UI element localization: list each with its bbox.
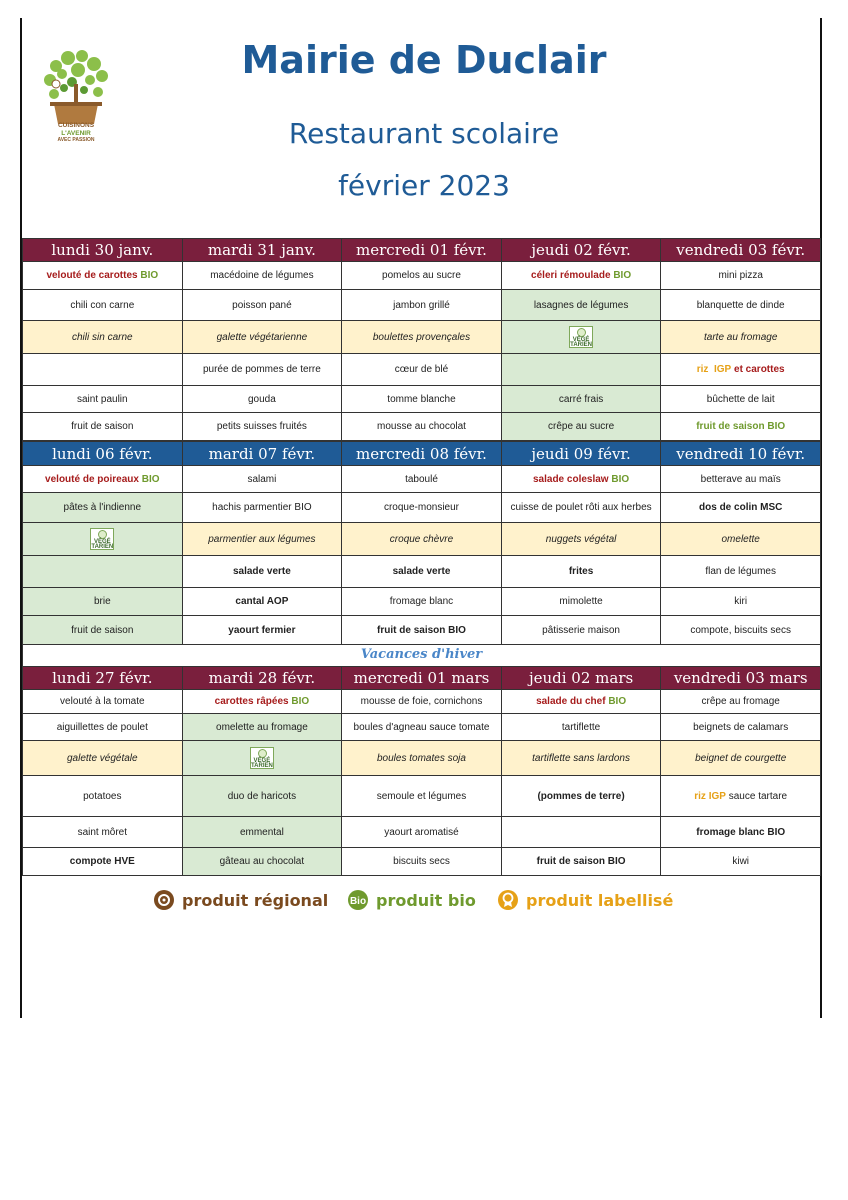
legend-regional xyxy=(153,887,328,913)
menu-cell: saint môret xyxy=(23,817,183,848)
menu-cell: croque chèvre xyxy=(342,523,502,556)
menu-cell: boules tomates soja xyxy=(342,741,502,776)
menu-cell: yaourt aromatisé xyxy=(342,817,502,848)
menu-cell: pâtisserie maison xyxy=(501,616,661,645)
menu-cell: jambon grillé xyxy=(342,290,502,321)
menu-cell: bûchette de lait xyxy=(661,386,821,413)
menu-cell: purée de pommes de terre xyxy=(182,354,342,386)
menu-cell xyxy=(23,354,183,386)
menu-row-dessert xyxy=(23,848,821,876)
week-header-row xyxy=(23,442,821,466)
menu-row-dessert xyxy=(23,413,821,441)
menu-cell: biscuits secs xyxy=(342,848,502,876)
menu-cell: fruit de saison xyxy=(23,413,183,441)
menu-cell xyxy=(23,262,183,290)
menu-cell: poisson pané xyxy=(182,290,342,321)
day-header: mardi 28 févr. xyxy=(182,667,342,690)
menu-cell: saint paulin xyxy=(23,386,183,413)
week-header-row xyxy=(23,667,821,690)
menu-cell xyxy=(501,262,661,290)
page-subtitle: Restaurant scolaire xyxy=(288,117,560,150)
menu-cell: nuggets végétal xyxy=(501,523,661,556)
dish: salade coleslaw xyxy=(532,473,609,485)
menu-row-side xyxy=(23,354,821,386)
menu-cell xyxy=(661,354,821,386)
menu-cell: beignets de calamars xyxy=(661,714,821,741)
menu-cell: fruit de saison xyxy=(23,616,183,645)
label-product-icon xyxy=(497,889,519,911)
menu-cell: mimolette xyxy=(501,588,661,616)
menu-row-side xyxy=(23,556,821,588)
menu-cell: cantal AOP xyxy=(182,588,342,616)
day-header: lundi 30 janv. xyxy=(23,239,183,262)
bio-tag: BIO xyxy=(291,696,310,707)
menu-cell: duo de haricots xyxy=(182,776,342,817)
menu-cell: petits suisses fruités xyxy=(182,413,342,441)
menu-cell: galette végétarienne xyxy=(182,321,342,354)
menu-cell: semoule et légumes xyxy=(342,776,502,817)
menu-cell: yaourt fermier xyxy=(182,616,342,645)
dish: et carottes xyxy=(734,364,785,375)
bio-tag: BIO xyxy=(767,421,786,432)
menu-cell: potatoes xyxy=(23,776,183,817)
menu-cell: boules d'agneau sauce tomate xyxy=(342,714,502,741)
menu-cell: kiri xyxy=(661,588,821,616)
menu-row-starter xyxy=(23,690,821,714)
menu-cell: tomme blanche xyxy=(342,386,502,413)
menu-cell: crêpe au fromage xyxy=(661,690,821,714)
menu-row-main xyxy=(23,493,821,523)
menu-cell xyxy=(501,321,661,354)
menu-cell: tarte au fromage xyxy=(661,321,821,354)
day-header: mardi 31 janv. xyxy=(182,239,342,262)
menu-cell: salade verte xyxy=(182,556,342,588)
bio-tag: BIO xyxy=(608,696,627,707)
menu-row-cheese xyxy=(23,386,821,413)
bio-product-icon xyxy=(347,889,369,911)
dish: riz xyxy=(694,790,706,802)
igp-tag: IGP xyxy=(714,364,732,375)
menu-cell xyxy=(501,354,661,386)
menu-cell: cœur de blé xyxy=(342,354,502,386)
menu-cell: fruit de saison BIO xyxy=(501,848,661,876)
page-month: février 2023 xyxy=(338,169,510,202)
day-header: mercredi 01 févr. xyxy=(342,239,502,262)
menu-cell xyxy=(661,413,821,441)
menu-cell: lasagnes de légumes xyxy=(501,290,661,321)
menu-row-main xyxy=(23,290,821,321)
day-header: vendredi 03 mars xyxy=(661,667,821,690)
day-header: jeudi 02 févr. xyxy=(501,239,661,262)
menu-cell: macédoine de légumes xyxy=(182,262,342,290)
menu-cell: chili sin carne xyxy=(23,321,183,354)
legend-label: produit régional xyxy=(182,890,329,910)
menu-cell xyxy=(23,556,183,588)
menu-row-cheese xyxy=(23,817,821,848)
menu-cell: taboulé xyxy=(342,466,502,493)
menu-cell: tartiflette sans lardons xyxy=(501,741,661,776)
menu-cell: chili con carne xyxy=(23,290,183,321)
week-header-row xyxy=(23,239,821,262)
menu-cell: tartiflette xyxy=(501,714,661,741)
menu-cell: gâteau au chocolat xyxy=(182,848,342,876)
dish: céleri rémoulade xyxy=(531,270,611,281)
menu-cell: fromage blanc BIO xyxy=(661,817,821,848)
menu-row-starter xyxy=(23,466,821,493)
day-header: lundi 27 févr. xyxy=(23,667,183,690)
menu-cell: pomelos au sucre xyxy=(342,262,502,290)
dish: sauce tartare xyxy=(728,790,788,802)
menu-row-veggie xyxy=(23,523,821,556)
menu-cell: betterave au maïs xyxy=(661,466,821,493)
menu-cell: omelette au fromage xyxy=(182,714,342,741)
menu-week-2 xyxy=(22,441,821,645)
menu-cell xyxy=(23,523,183,556)
day-header: mercredi 08 févr. xyxy=(342,442,502,466)
menu-cell: velouté à la tomate xyxy=(23,690,183,714)
menu-cell: fromage blanc xyxy=(342,588,502,616)
day-header: vendredi 10 févr. xyxy=(661,442,821,466)
menu-cell: galette végétale xyxy=(23,741,183,776)
igp-tag: IGP xyxy=(708,790,726,802)
legend-label: produit labellisé xyxy=(526,890,674,910)
vegetarian-badge-icon: VÉGÉ TARIEN xyxy=(250,747,274,769)
menu-cell: flan de légumes xyxy=(661,556,821,588)
logo-line: CUISINONS xyxy=(57,122,95,129)
legend-label-product xyxy=(497,887,673,913)
menu-cell: kiwi xyxy=(661,848,821,876)
menu-row-starter xyxy=(23,262,821,290)
menu-cell: emmental xyxy=(182,817,342,848)
day-header: vendredi 03 févr. xyxy=(661,239,821,262)
dish: carottes râpées xyxy=(214,696,289,707)
menu-week-1 xyxy=(22,238,821,441)
bio-tag: BIO xyxy=(141,473,160,485)
menu-row-main xyxy=(23,714,821,741)
menu-cell xyxy=(501,466,661,493)
menu-cell: crêpe au sucre xyxy=(501,413,661,441)
logo-line: L'AVENIR xyxy=(61,129,91,137)
menu-row-cheese xyxy=(23,588,821,616)
legend-bio xyxy=(347,887,476,913)
day-header: jeudi 09 févr. xyxy=(501,442,661,466)
menu-cell: boulettes provençales xyxy=(342,321,502,354)
dish: velouté de carottes xyxy=(46,270,138,281)
day-header: mardi 07 févr. xyxy=(182,442,342,466)
menu-cell: blanquette de dinde xyxy=(661,290,821,321)
menu-cell: parmentier aux légumes xyxy=(182,523,342,556)
dish: riz xyxy=(696,364,709,375)
menu-cell: cuisse de poulet rôti aux herbes xyxy=(501,493,661,523)
menu-cell: mousse au chocolat xyxy=(342,413,502,441)
menu-cell: carré frais xyxy=(501,386,661,413)
page-title: Mairie de Duclair xyxy=(241,38,607,82)
menu-week-3 xyxy=(22,666,821,876)
menu-cell xyxy=(501,690,661,714)
legend-label: produit bio xyxy=(376,890,476,910)
menu-cell xyxy=(182,741,342,776)
bio-tag: BIO xyxy=(613,270,632,281)
dish: velouté de poireaux xyxy=(45,473,139,485)
dish: fruit de saison xyxy=(696,421,765,432)
menu-cell: brie xyxy=(23,588,183,616)
vegetarian-badge-icon: VÉGÉ TARIEN xyxy=(569,326,593,348)
menu-row-veggie xyxy=(23,321,821,354)
menu-cell: dos de colin MSC xyxy=(661,493,821,523)
menu-cell: compote, biscuits secs xyxy=(661,616,821,645)
menu-cell xyxy=(661,776,821,817)
menu-cell: croque-monsieur xyxy=(342,493,502,523)
regional-product-icon xyxy=(153,889,175,911)
menu-cell: pâtes à l'indienne xyxy=(23,493,183,523)
vegetarian-badge-icon: VÉGÉ TARIEN xyxy=(90,528,114,550)
menu-cell: beignet de courgette xyxy=(661,741,821,776)
menu-cell: fruit de saison BIO xyxy=(342,616,502,645)
menu-cell: (pommes de terre) xyxy=(501,776,661,817)
day-header: jeudi 02 mars xyxy=(501,667,661,690)
menu-cell: salade verte xyxy=(342,556,502,588)
menu-cell: salami xyxy=(182,466,342,493)
menu-cell: frites xyxy=(501,556,661,588)
logo-line: AVEC PASSION xyxy=(57,137,95,143)
menu-cell: omelette xyxy=(661,523,821,556)
menu-cell: gouda xyxy=(182,386,342,413)
menu-cell: mini pizza xyxy=(661,262,821,290)
day-header: lundi 06 févr. xyxy=(23,442,183,466)
menu-cell: aiguillettes de poulet xyxy=(23,714,183,741)
day-header: mercredi 01 mars xyxy=(342,667,502,690)
svg-text:Bio: Bio xyxy=(349,896,367,907)
holiday-banner: Vacances d'hiver xyxy=(22,644,821,666)
menu-cell: hachis parmentier BIO xyxy=(182,493,342,523)
menu-cell: mousse de foie, cornichons xyxy=(342,690,502,714)
menu-cell xyxy=(23,466,183,493)
bio-tag: BIO xyxy=(611,473,630,485)
menu-row-side xyxy=(23,776,821,817)
menu-cell: compote HVE xyxy=(23,848,183,876)
menu-row-veggie xyxy=(23,741,821,776)
bio-tag: BIO xyxy=(140,270,159,281)
dish: salade du chef xyxy=(536,696,606,707)
menu-cell xyxy=(182,690,342,714)
menu-cell xyxy=(501,817,661,848)
menu-row-dessert xyxy=(23,616,821,645)
